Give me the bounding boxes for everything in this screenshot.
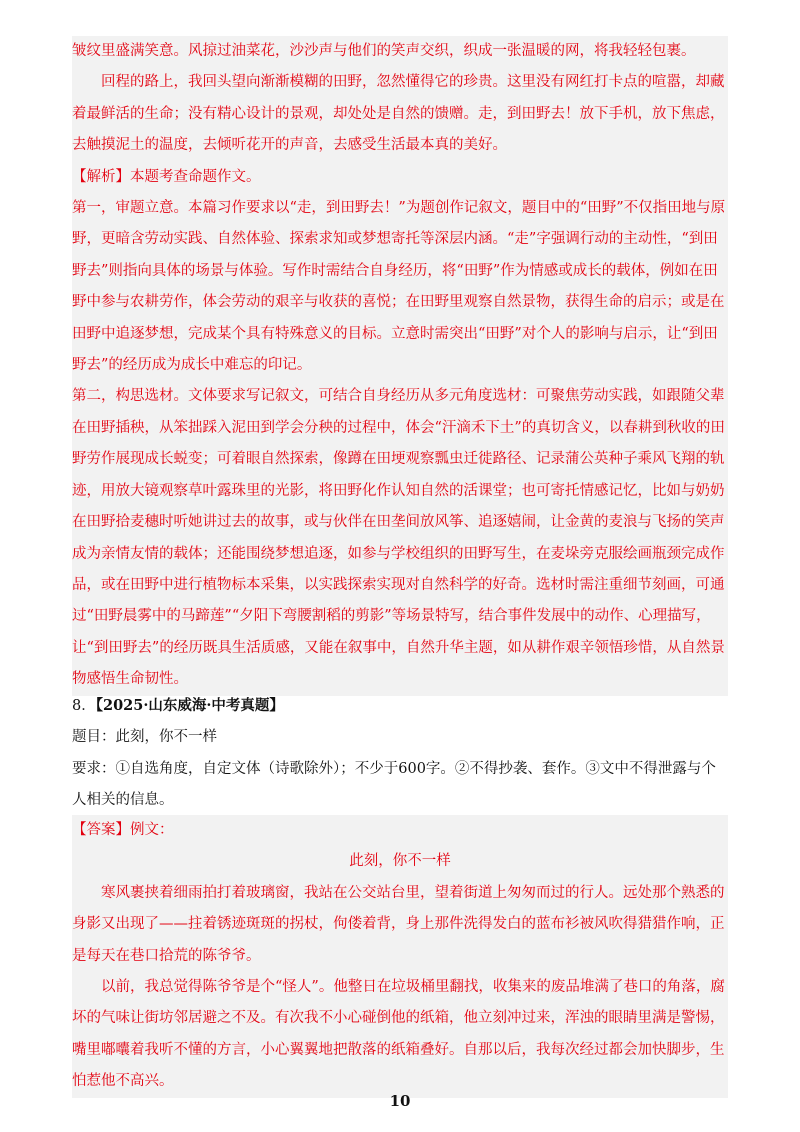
question-8 <box>72 690 728 817</box>
answer-intro-text: 例文： <box>130 822 174 838</box>
answer-block <box>72 815 728 1098</box>
page-number: 10 <box>389 1092 411 1110</box>
question-source: 【2025·山东威海·中考真题】 <box>95 697 284 714</box>
analysis-point-2: 第二，构思选材。文体要求写记叙文，可结合自身经历从多元角度选材：可聚焦劳动实践，如跟随父辈在田野插秧，从笨拙踩入泥田到学会分秧的过程中，体会“汗滴禾下土”的真切含义，以春耕到秋收的田野劳作展现成长蜕变；可着眼自然探索，像蹲在田埂观察瓢虫迁徙路径、记录蒲公英种子乘风飞翔的轨迹，用放大镜观察草叶露珠里的光影，将田野化作认知自然的活课堂；也可寄托情感记忆，比如与奶奶在田野拾麦穗时听她讲过去的故事，或与伙伴在田垄间放风筝、追逐嬉闹，让金黄的麦浪与飞扬的笑声成为亲情友情的载体；还能围绕梦想追逐，如参与学校组织的田野写生，在麦垛旁克服绘画瓶颈完成作品，或在田野中进行植物标本采集，以实践探索实现对自然科学的好奇。选材时需注重细节刻画，可通过“田野晨雾中的马蹄莲”“夕阳下弯腰割稻的剪影”等场景特写，结合事件发展中的动作、心理描写，让“到田野去”的经历既具生活质感，又能在叙事中，自然升华主题，如从耕作艰辛领悟珍惜，从自然景物感悟生命韧性。 <box>72 388 725 688</box>
essay-paragraph: 皱纹里盛满笑意。风掠过油菜花，沙沙声与他们的笑声交织，织成一张温暖的网，将我轻轻包裹。 <box>72 43 696 59</box>
question-topic: 题目：此刻，你不一样 <box>72 729 217 746</box>
essay-paragraph: 以前，我总觉得陈爷爷是个“怪人”。他整日在垃圾桶里翻找，收集来的废品堆满了巷口的角落，腐坏的气味让街坊邻居避之不及。有次我不小心碰倒他的纸箱，他立刻冲过来，浑浊的眼睛里满是警惕，嘴里嘟囔着我听不懂的方言，小心翼翼地把散落的纸箱叠好。自那以后，我每次经过都会加快脚步，生怕惹他不高兴。 <box>72 979 725 1090</box>
essay-continuation <box>72 36 728 696</box>
answer-label: 【答案】 <box>72 822 130 838</box>
analysis-point-1: 第一，审题立意。本篇习作要求以“走，到田野去！”为题创作记叙文，题目中的“田野”不仅指田地与原野，更暗含劳动实践、自然体验、探索求知或梦想寄托等深层内涵。“走”字强调行动的主动性，“到田野去”则指向具体的场景与体验。写作时需结合自身经历，将“田野”作为情感或成长的载体，例如在田野中参与农耕劳作，体会劳动的艰辛与收获的喜悦；在田野里观察自然景物，获得生命的启示；或是在田野中追逐梦想，完成某个具有特殊意义的目标。立意时需突出“田野”对个人的影响与启示，让“到田野去”的经历成为成长中难忘的印记。 <box>72 200 726 374</box>
analysis-intro-text: 本题考查命题作文。 <box>130 168 261 185</box>
essay-title: 此刻，你不一样 <box>349 853 451 870</box>
question-number: 8． <box>72 698 96 714</box>
essay-paragraph: 寒风裹挟着细雨拍打着玻璃窗，我站在公交站台里，望着街道上匆匆而过的行人。远处那个熟悉的身影又出现了——拄着锈迹斑斑的拐杖，佝偻着背，身上那件洗得发白的蓝布衫被风吹得猎猎作响，正是每天在巷口拾荒的陈爷爷。 <box>72 884 725 964</box>
essay-paragraph: 回程的路上，我回头望向渐渐模糊的田野，忽然懂得它的珍贵。这里没有网红打卡点的喧嚣，却藏着最鲜活的生命；没有精心设计的景观，却处处是自然的馈赠。走，到田野去！放下手机，放下焦虑，去触摸泥土的温度，去倾听花开的声音，去感受生活最本真的美好。 <box>72 74 725 154</box>
analysis-label: 【解析】 <box>72 168 130 185</box>
question-requirements: 要求：①自选角度，自定文体（诗歌除外）；不少于600字。②不得抄袭、套作。③文中不得泄露与个人相关的信息。 <box>72 760 716 809</box>
analysis-intro <box>72 162 728 193</box>
question-heading <box>72 690 728 722</box>
answer-intro <box>72 815 728 846</box>
